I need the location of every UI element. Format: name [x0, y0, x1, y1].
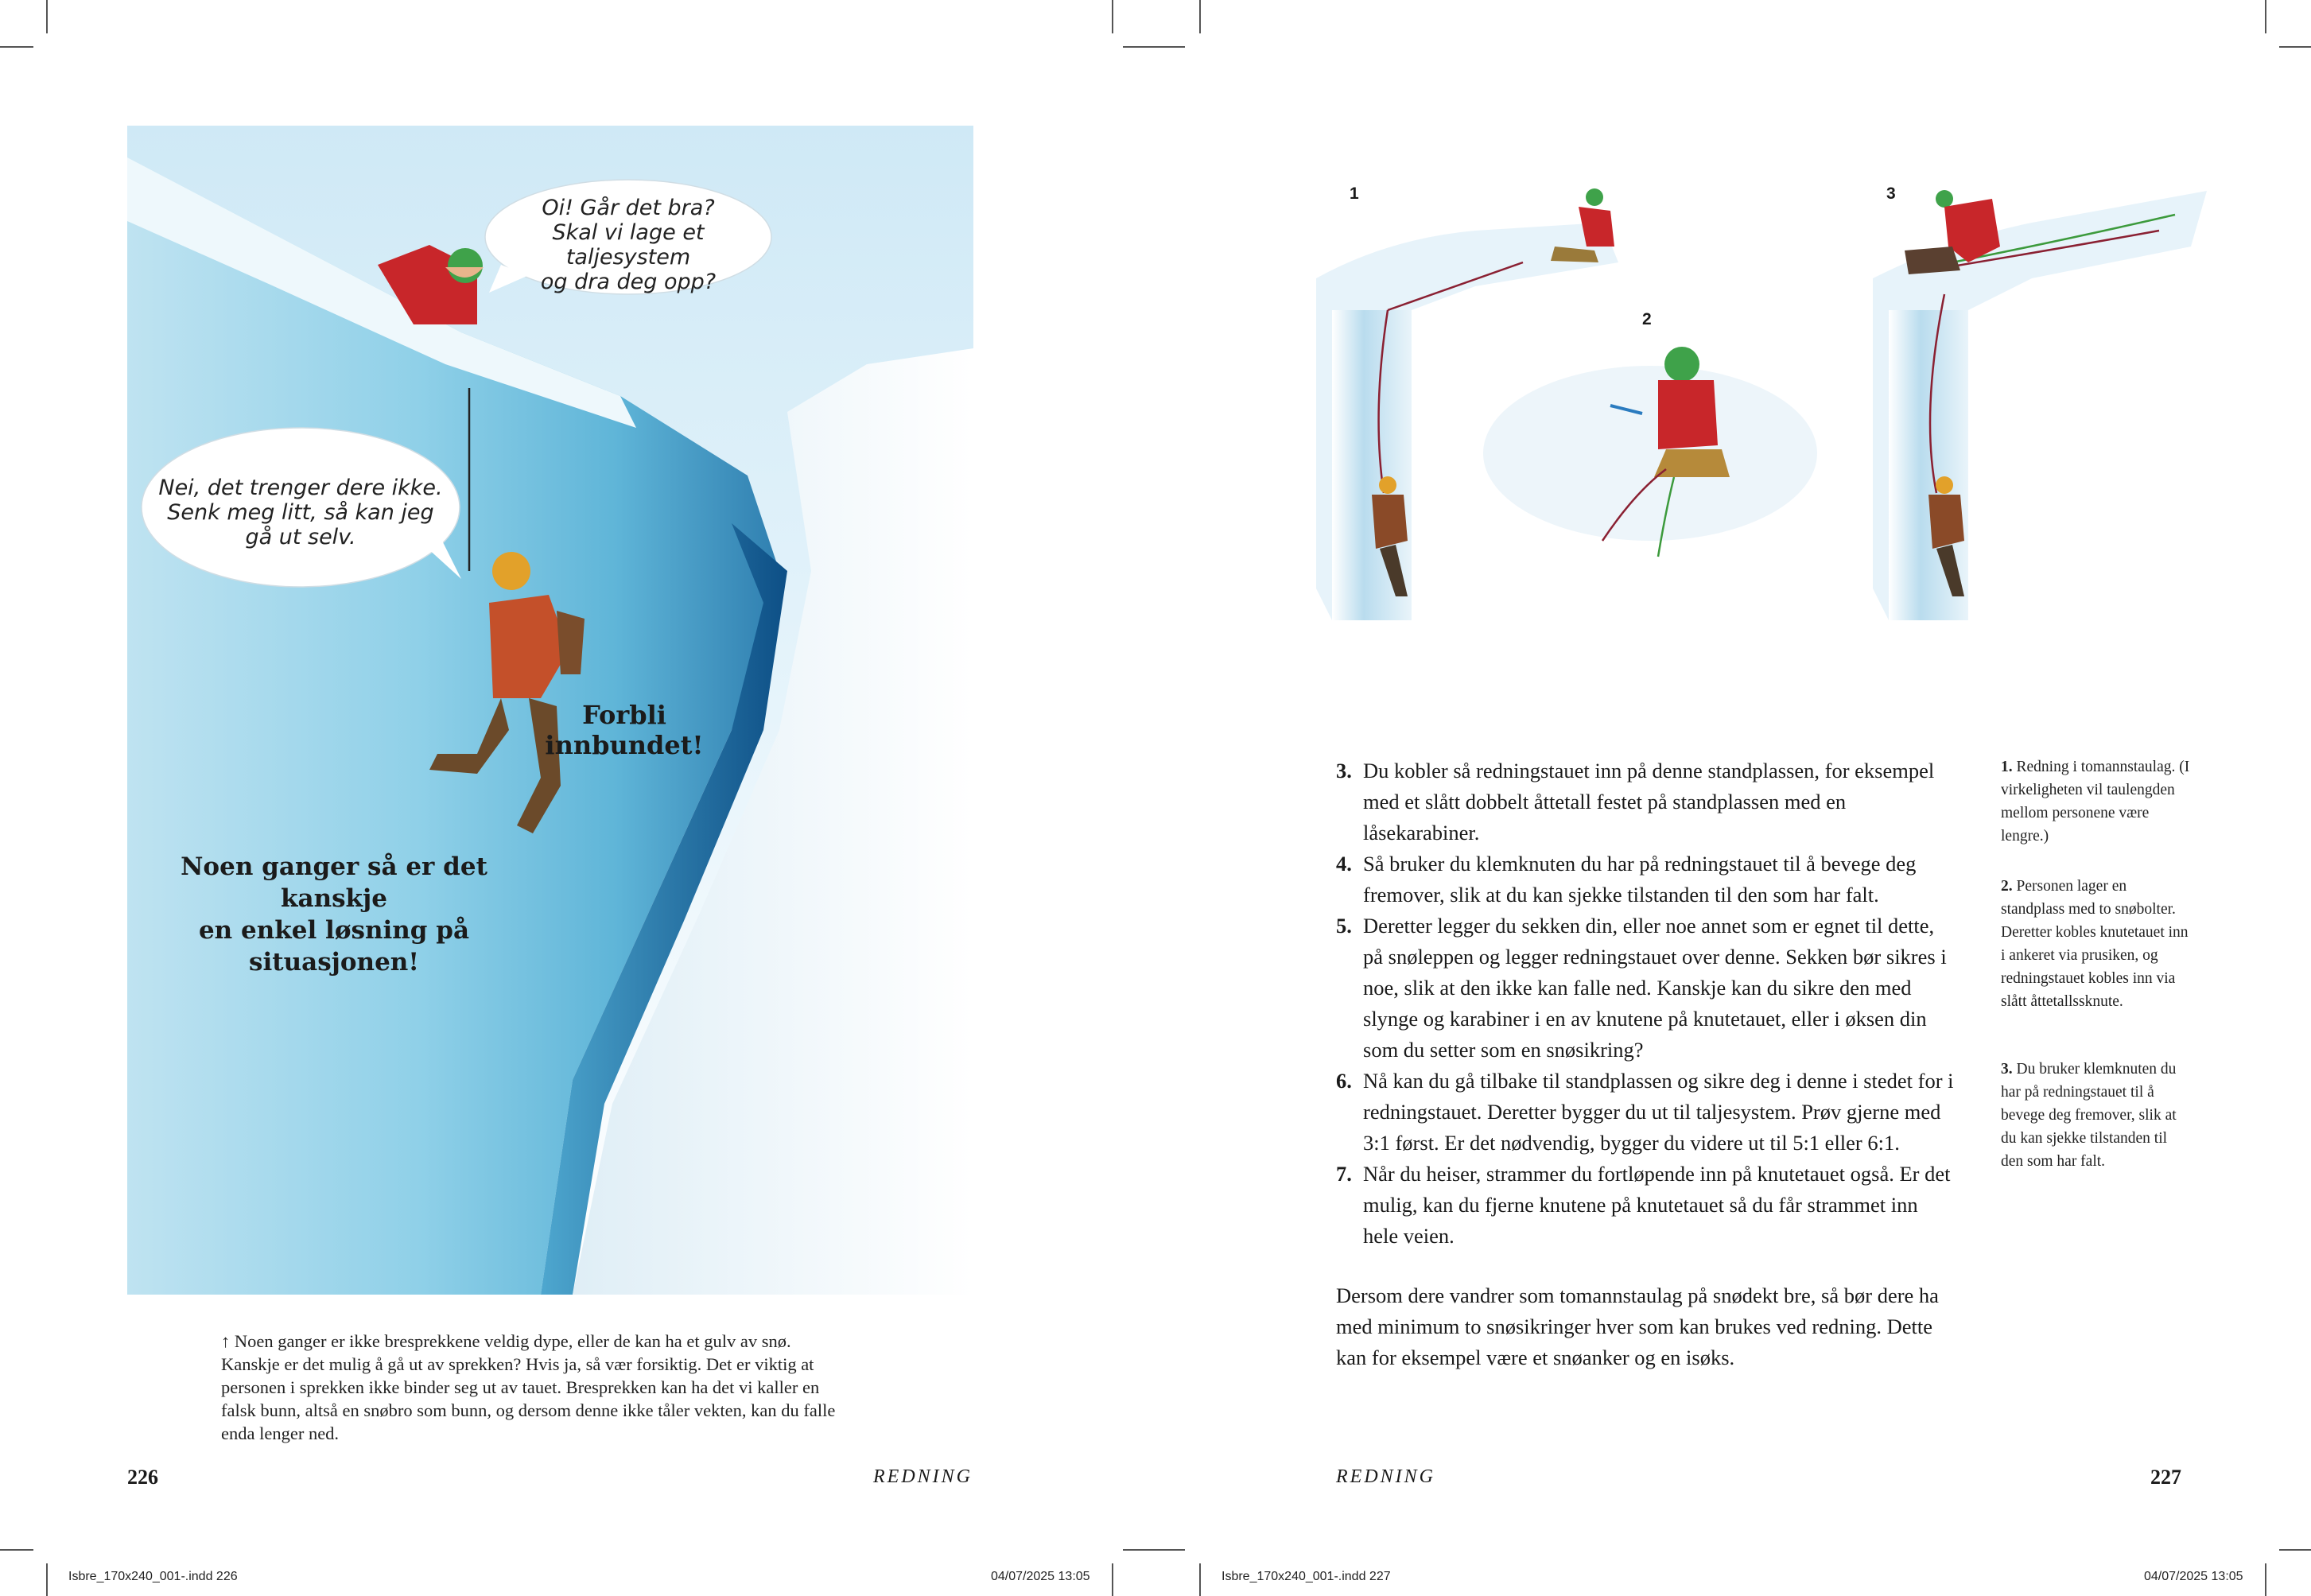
- step-number: 7.: [1336, 1162, 1352, 1186]
- side-note-2: [2001, 875, 2192, 1013]
- caption-text: Noen ganger er ikke bresprekkene veldig dype, eller de kan ha et gulv av snø. Kanskje er det mulig å gå ut av sprekken? Hvis ja, så vær forsiktig. Det er viktig at personen i sprekken ikke binder seg ut av tauet. Bresprekken kan ha det vi kaller en falsk bunn, altså en snøbro som bunn, og dersom denne ikke tåler vekten, kan du falle enda lenger ned.: [221, 1331, 836, 1443]
- crop-mark: [2279, 1549, 2311, 1551]
- crop-mark: [1199, 1563, 1201, 1596]
- step-number: 3.: [1336, 759, 1352, 782]
- slug-file-right: Isbre_170x240_001-.indd 227: [1222, 1570, 1391, 1583]
- crop-mark: [46, 1563, 48, 1596]
- side-note-text: Du bruker klemknuten du har på redningstauet til å bevege deg fremover, slik at du kan sjekke tilstanden til den som har falt.: [2001, 1061, 2177, 1170]
- step-number: 5.: [1336, 914, 1352, 938]
- crop-mark: [1112, 1563, 1113, 1596]
- crop-mark: [1123, 46, 1185, 48]
- overlay-text-simple: Noen ganger så er det kanskje en enkel løsning på situasjonen!: [181, 852, 487, 977]
- step-text: Deretter legger du sekken din, eller noe annet som er egnet til dette, på snøleppen og legger redningstauet over denne. Sekken bør sikres i noe, slik at den ikke kan falle ned. Kanskje kan du sikre den med slynge og karabiner i en av knutene på knutetauet, eller i øksen din som du setter som en snøsikring?: [1363, 914, 1947, 1062]
- figure-label-1: 1: [1350, 184, 1359, 203]
- body-paragraph: Dersom dere vandrer som tomannstaulag på snødekt bre, så bør dere ha med minimum to snøsikringer hver som kan brukes ved redning. Dette kan for eksempel være et snøanker og en isøks.: [1336, 1283, 1939, 1369]
- side-note-number: 1.: [2001, 759, 2013, 775]
- rescue-sequence-illustration: [1316, 175, 2207, 636]
- speech-bubble-left: Nei, det trenger dere ikke. Senk meg litt, så kan jeg gå ut selv.: [158, 476, 443, 549]
- step-number: 4.: [1336, 852, 1352, 876]
- page-number-right: 227: [2150, 1466, 2181, 1489]
- side-note-text: Personen lager en standplass med to snøbolter. Deretter kobles knutetauet inn i ankeret via prusiken, og redningstauet kobles inn via slått åttetallssknute.: [2001, 878, 2189, 1010]
- figure-label-3: 3: [1886, 184, 1896, 203]
- side-note-number: 3.: [2001, 1061, 2013, 1078]
- slug-date-left: 04/07/2025 13:05: [991, 1570, 1090, 1583]
- step-text: Så bruker du klemknuten du har på redningstauet til å bevege deg fremover, slik at du kan sjekke tilstanden til den som har falt.: [1363, 852, 1917, 907]
- step-item: [1336, 911, 1956, 1066]
- crevasse-illustration: [127, 126, 973, 1295]
- slug-date-right: 04/07/2025 13:05: [2144, 1570, 2243, 1583]
- overlay-text-tied: Forbli innbundet!: [545, 700, 704, 760]
- caption-arrow: ↑: [221, 1331, 231, 1351]
- side-note-text: Redning i tomannstaulag. (I virkeligheten vil taulengden mellom personene være lengre.): [2001, 759, 2190, 845]
- running-head-left: REDNING: [873, 1466, 973, 1487]
- crop-mark: [2265, 0, 2266, 33]
- crop-mark: [46, 0, 48, 33]
- side-note-number: 2.: [2001, 878, 2013, 895]
- crop-mark: [2279, 46, 2311, 48]
- step-text: Når du heiser, strammer du fortløpende inn på knutetauet også. Er det mulig, kan du fjerne knutene på knutetauet så du får strammet inn hele veien.: [1363, 1162, 1951, 1248]
- crop-mark: [1123, 1549, 1185, 1551]
- step-item: [1336, 848, 1956, 911]
- side-note-1: [2001, 755, 2192, 848]
- crop-mark: [0, 46, 33, 48]
- step-item: [1336, 755, 1956, 848]
- speech-bubble-top: Oi! Går det bra? Skal vi lage et taljesystem og dra deg opp?: [540, 196, 717, 294]
- crop-mark: [1199, 0, 1201, 33]
- crop-mark: [2265, 1563, 2266, 1596]
- step-text: Du kobler så redningstauet inn på denne standplassen, for eksempel med et slått dobbelt åttetall festet på standplassen med en låsekarabiner.: [1363, 759, 1935, 845]
- step-item: [1336, 1159, 1956, 1252]
- rescue-figure-sequence: [1316, 175, 2207, 636]
- slug-file-left: Isbre_170x240_001-.indd 226: [68, 1570, 238, 1583]
- step-list: [1336, 755, 1956, 1252]
- crop-mark: [1112, 0, 1113, 33]
- figure-label-2: 2: [1642, 310, 1652, 328]
- step-item: [1336, 1066, 1956, 1159]
- crop-mark: [0, 1549, 33, 1551]
- figure-caption: [221, 1330, 841, 1445]
- side-note-3: [2001, 1058, 2192, 1173]
- page-number-left: 226: [127, 1466, 158, 1489]
- step-number: 6.: [1336, 1069, 1352, 1093]
- running-head-right: REDNING: [1336, 1466, 1435, 1487]
- step-text: Nå kan du gå tilbake til standplassen og sikre deg i denne i stedet for i redningstauet. Deretter bygger du ut til taljesystem. Prøv gjerne med 3:1 først. Er det nødvendig, bygger du videre ut til 5:1 eller 6:1.: [1363, 1069, 1954, 1155]
